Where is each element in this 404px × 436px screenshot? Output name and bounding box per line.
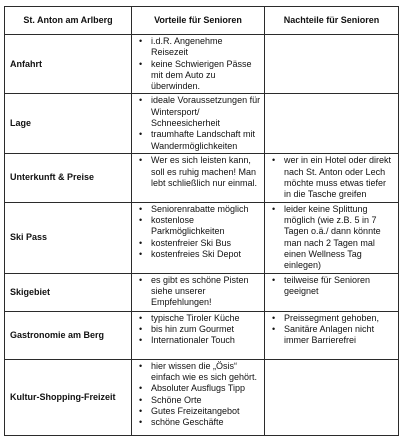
- row-label: Ski Pass: [5, 202, 132, 273]
- pros-list: [135, 155, 261, 189]
- header-row: [5, 7, 399, 35]
- cons-cell: [265, 273, 399, 311]
- list-item: • bis hin zum Gourmet: [135, 324, 261, 335]
- cons-list: [268, 313, 395, 347]
- list-item: • teilweise für Senioren geeignet: [268, 275, 395, 298]
- pros-list: [135, 36, 261, 92]
- list-item: • Schöne Orte: [135, 395, 261, 406]
- list-item: • Wer es sich leisten kann, soll es ruhig machen! Man lebt schließlich nur einmal.: [135, 155, 261, 189]
- pros-list: [135, 204, 261, 260]
- list-item: • Gutes Freizeitangebot: [135, 406, 261, 417]
- cons-cell: [265, 94, 399, 154]
- table-row-ski-pass: [5, 202, 399, 273]
- row-label: Anfahrt: [5, 35, 132, 94]
- list-item: • keine Schwierigen Pässe mit dem Auto zu überwinden.: [135, 59, 261, 93]
- pros-cell: [132, 35, 265, 94]
- list-item: • kostenlose Parkmöglichkeiten: [135, 215, 261, 238]
- list-item: • leider keine Splittung möglich (wie z.B. 5 in 7 Tagen o.ä./ dann könnte man nach 2 Tagen mal einen Wellness Tag einlegen): [268, 204, 395, 272]
- list-item: • ideale Voraussetzungen für Wintersport/ Schneesicherheit: [135, 95, 261, 129]
- row-label: Kultur-Shopping-Freizeit: [5, 359, 132, 435]
- list-item: • Preissegment gehoben,: [268, 313, 395, 324]
- cons-cell: [265, 359, 399, 435]
- table-row-skigebiet: [5, 273, 399, 311]
- row-label: Skigebiet: [5, 273, 132, 311]
- cons-list: [268, 155, 395, 200]
- table-row-unterkunft: [5, 154, 399, 202]
- row-label: Gastronomie am Berg: [5, 311, 132, 359]
- pros-cell: [132, 311, 265, 359]
- pros-list: [135, 361, 261, 429]
- list-item: • Internationaler Touch: [135, 335, 261, 346]
- list-item: • schöne Geschäfte: [135, 417, 261, 428]
- list-item: • Absoluter Ausflugs Tipp: [135, 383, 261, 394]
- cons-cell: [265, 202, 399, 273]
- pros-cons-table: [4, 6, 399, 436]
- row-label: Lage: [5, 94, 132, 154]
- cons-cell: [265, 311, 399, 359]
- list-item: • wer in ein Hotel oder direkt nach St. Anton oder Lech möchte muss etwas tiefer in die Tasche greifen: [268, 155, 395, 200]
- list-item: • hier wissen die „Ösis“ einfach wie es sich gehört.: [135, 361, 261, 384]
- cons-list: [268, 204, 395, 272]
- pros-cell: [132, 154, 265, 202]
- pros-list: [135, 313, 261, 347]
- table-row-kultur: [5, 359, 399, 435]
- header-pros: Vorteile für Senioren: [132, 7, 265, 35]
- cons-cell: [265, 154, 399, 202]
- header-destination: St. Anton am Arlberg: [5, 7, 132, 35]
- pros-cell: [132, 359, 265, 435]
- list-item: • es gibt es schöne Pisten siehe unserer Empfehlungen!: [135, 275, 261, 309]
- list-item: • Sanitäre Anlagen nicht immer Barrierefrei: [268, 324, 395, 347]
- table-row-gastronomie: [5, 311, 399, 359]
- row-label: Unterkunft & Preise: [5, 154, 132, 202]
- cons-cell: [265, 35, 399, 94]
- pros-cell: [132, 273, 265, 311]
- pros-list: [135, 275, 261, 309]
- list-item: • kostenfreies Ski Depot: [135, 249, 261, 260]
- pros-list: [135, 95, 261, 151]
- header-cons: Nachteile für Senioren: [265, 7, 399, 35]
- cons-list: [268, 275, 395, 298]
- pros-cell: [132, 94, 265, 154]
- table-row-lage: [5, 94, 399, 154]
- list-item: • Seniorenrabatte möglich: [135, 204, 261, 215]
- list-item: • typische Tiroler Küche: [135, 313, 261, 324]
- list-item: • i.d.R. Angenehme Reisezeit: [135, 36, 261, 59]
- pros-cell: [132, 202, 265, 273]
- table-row-anfahrt: [5, 35, 399, 94]
- list-item: • traumhafte Landschaft mit Wandermöglichkeiten: [135, 129, 261, 152]
- list-item: • kostenfreier Ski Bus: [135, 238, 261, 249]
